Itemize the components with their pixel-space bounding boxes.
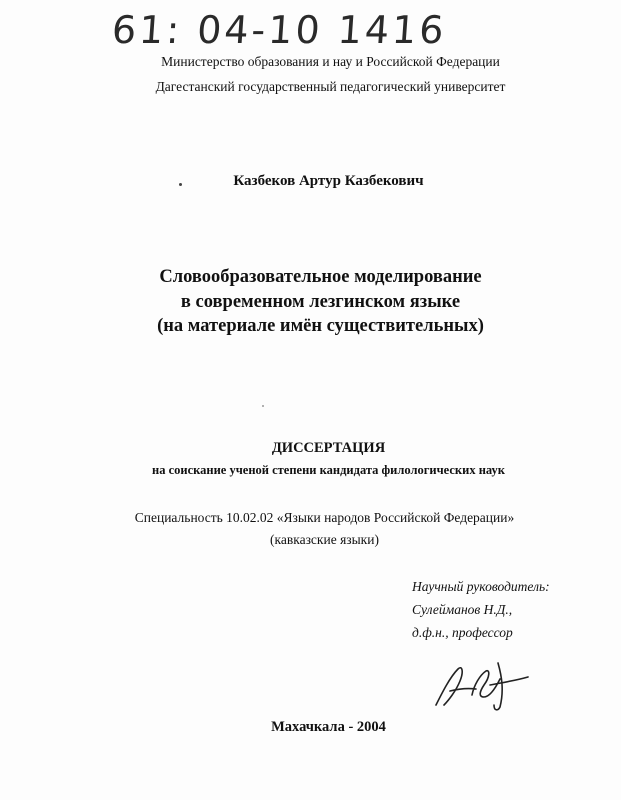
city-and-year: Махачкала - 2004 bbox=[271, 719, 386, 735]
author-name: Казбеков Артур Казбекович bbox=[233, 173, 424, 189]
university-name: Дагестанский государственный педагогический университет bbox=[155, 79, 506, 94]
document-type: ДИССЕРТАЦИЯ bbox=[271, 440, 386, 456]
handwritten-catalog-number: 61: 04-10 1416 bbox=[110, 8, 448, 52]
advisor-role: Научный руководитель: bbox=[412, 579, 550, 594]
advisor-credentials: д.ф.н., профессор bbox=[412, 625, 513, 640]
degree-statement: на соискание ученой степени кандидата филологических наук bbox=[152, 463, 505, 477]
specialty-code: Специальность 10.02.02 «Языки народов Российской Федерации» bbox=[134, 510, 515, 525]
thesis-title-line-3: (на материале имён существительных) bbox=[157, 316, 484, 336]
advisor-name: Сулейманов Н.Д., bbox=[412, 602, 513, 617]
thesis-title-line-2: в современном лезгинском языке bbox=[180, 292, 461, 312]
thesis-title-line-1: Словообразовательное моделирование bbox=[159, 267, 482, 287]
specialty-subfield: (кавказские языки) bbox=[270, 532, 379, 547]
scan-speck bbox=[262, 405, 264, 407]
advisor-signature bbox=[428, 655, 538, 715]
ministry-name: Министерство образования и нау и Российской Федерации bbox=[161, 54, 500, 69]
